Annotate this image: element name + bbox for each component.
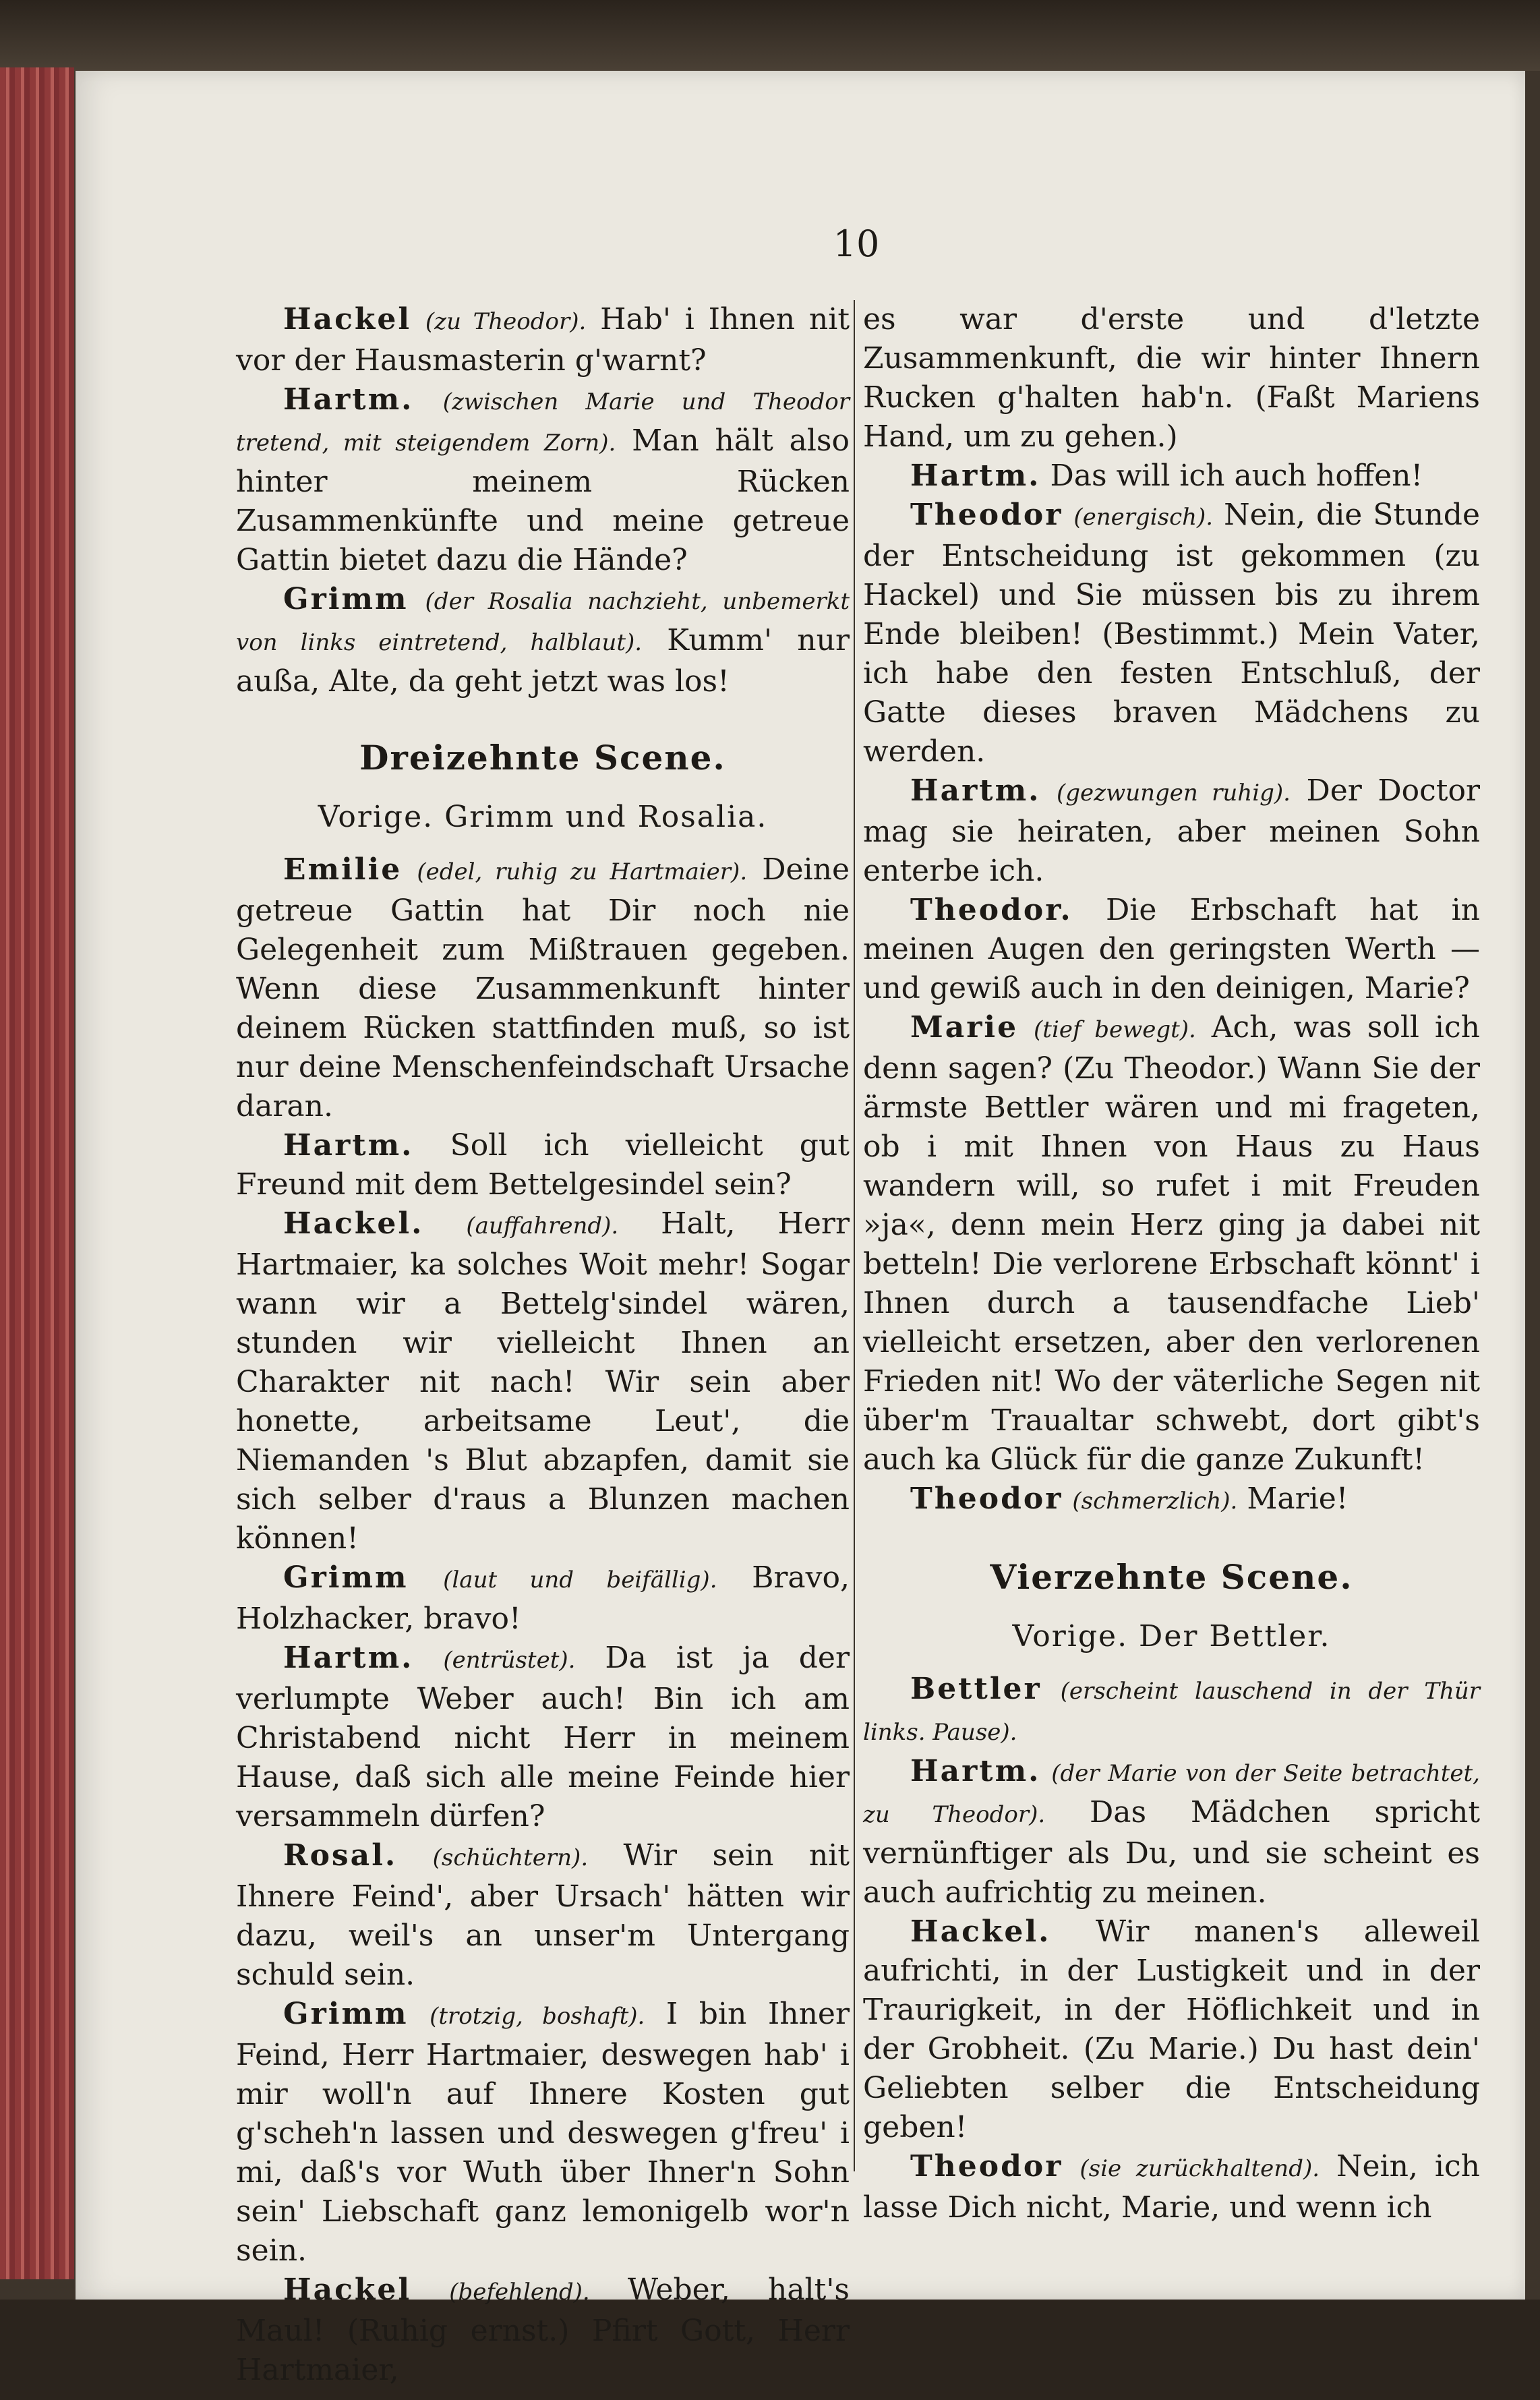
stage-direction: (gezwungen ruhig). [1057,780,1291,807]
speaker-name: Hackel [283,2273,412,2307]
dialogue-paragraph [863,891,1480,1008]
speaker-name: Marie [910,1010,1019,1045]
dialogue-paragraph [236,1836,850,1995]
stage-direction: (der Rosalia nachzieht, unbemerkt von links eintretend, halblaut). [236,588,850,656]
dialogue-paragraph [863,300,1480,457]
dialogue-text: Marie! [1247,1482,1349,1516]
speaker-name: Theodor [910,2149,1063,2184]
dialogue-text: Halt, Herr Hartmaier, ka solches Woit mehr! Sogar wann wir a Bettelg'sindel wären, stunden wir vielleicht Ihnen an Charakter nit nach! Wir sein aber honette, arbeitsame Leut', die Niemanden 's Blut abzapfen, damit sie sich selber d'raus a Blunzen machen können! [236,1206,850,1556]
speaker-name: Grimm [283,1560,409,1595]
dialogue-paragraph [863,2147,1480,2227]
dialogue-text: Nein, die Stunde der Entscheidung ist gekommen (zu Hackel) und Sie müssen bis zu ihrem Ende bleiben! (Bestimmt.) Mein Vater, ich habe den festen Entschluß, der Gatte dieses braven Mädchens zu werden. [863,498,1480,769]
speaker-name: Theodor. [910,893,1073,927]
stage-direction: (der Marie von der Seite betrachtet, zu Theodor). [863,1760,1480,1828]
stage-direction: (schmerzlich). [1072,1488,1238,1515]
right-column [863,300,1480,2227]
dialogue-paragraph [863,1008,1480,1480]
dialogue-paragraph [863,1752,1480,1912]
dialogue-paragraph [863,1912,1480,2147]
dialogue-text: Nein, ich lasse Dich nicht, Marie, und wenn ich [863,2149,1480,2225]
dialogue-text: Man hält also hinter meinem Rücken Zusammenkünfte und meine getreue Gattin bietet dazu die Hände? [236,423,850,577]
speaker-name: Hackel. [283,1206,424,1241]
page-number: 10 [833,223,880,265]
book-top-edge [0,0,1540,71]
dialogue-paragraph [863,771,1480,891]
stage-direction: (auffahrend). [466,1212,619,1239]
speaker-name: Hackel [283,302,412,336]
scene-cast-14: Vorige. Der Bettler. [1012,1619,1331,1653]
dialogue-paragraph [863,1670,1480,1752]
dialogue-paragraph [236,300,850,380]
speaker-name: Rosal. [283,1838,398,1873]
dialogue-text: Hab' i Ihnen nit vor der Hausmasterin g'warnt? [236,302,850,378]
dialogue-text: Der Doctor mag sie heiraten, aber meinen Sohn enterbe ich. [863,773,1481,888]
dialogue-paragraph [236,1558,850,1639]
dialogue-paragraph [236,1639,850,1836]
speaker-name: Hartm. [283,382,414,417]
stage-direction: (zwischen Marie und Theodor tretend, mit steigendem Zorn). [236,388,850,457]
stage-direction: (befehlend). [449,2279,590,2306]
dialogue-paragraph [236,850,850,1126]
scene-cast-13: Vorige. Grimm und Rosalia. [318,800,768,834]
dialogue-text: Kumm' nur außa, Alte, da geht jetzt was los! [236,623,850,699]
dialogue-paragraph [236,1995,850,2271]
stage-direction: (laut und beifällig). [443,1567,717,1593]
column-divider [854,300,855,2171]
dialogue-text: Die Erbschaft hat in meinen Augen den geringsten Werth — und gewiß auch in den deinigen, Marie? [863,893,1480,1005]
speaker-name: Grimm [283,1997,409,2031]
speaker-name: Theodor [910,1482,1063,1516]
stage-direction: (sie zurückhaltend). [1079,2155,1320,2182]
speaker-name: Hartm. [910,1754,1041,1788]
dialogue-paragraph [236,580,850,701]
dialogue-paragraph [236,1204,850,1558]
speaker-name: Bettler [910,1672,1042,1706]
scene-heading-14: Vierzehnte Scene. [990,1557,1353,1597]
dialogue-paragraph [236,380,850,580]
dialogue-paragraph [863,496,1480,771]
dialogue-text: Das will ich auch hoffen! [1050,459,1423,493]
speaker-name: Hartm. [910,459,1041,493]
stage-direction: (energisch). [1073,504,1214,531]
stage-direction: (edel, ruhig zu Hartmaier). [417,858,748,885]
stage-direction: (entrüstet). [443,1647,576,1674]
left-column [236,300,850,2390]
dialogue-paragraph [236,2271,850,2390]
book-page-edges [0,67,74,2279]
speaker-name: Hartm. [283,1128,414,1163]
dialogue-paragraph [236,1126,850,1204]
stage-direction: (erscheint lauschend in der Thür links. Pause). [863,1678,1480,1746]
dialogue-paragraph [863,1480,1480,1521]
dialogue-text: Weber, halt's Maul! (Ruhig ernst.) Pfirt Gott, Herr Hartmaier, [236,2273,850,2387]
dialogue-text: Wir manen's alleweil aufrichti, in der Lustigkeit und in der Traurigkeit, in der Höflichkeit und in der Grobheit. (Zu Marie.) Du hast dein' Geliebten selber die Entscheidung geben! [863,1914,1480,2144]
dialogue-text: I bin Ihner Feind, Herr Hartmaier, deswegen hab' i mir woll'n auf Ihnere Kosten gut g'scheh'n lassen und deswegen g'freu' i mi, daß's vor Wuth über Ihner'n Sohn sein' Liebschaft ganz lemonigelb wor'n sein. [236,1997,850,2268]
stage-direction: (tief bewegt). [1034,1016,1196,1043]
speaker-name: Hartm. [283,1641,414,1675]
dialogue-paragraph [863,457,1480,496]
speaker-name: Hartm. [910,773,1041,808]
speaker-name: Grimm [283,582,409,616]
dialogue-text: Da ist ja der verlumpte Weber auch! Bin ich am Christabend nicht Herr in meinem Hause, daß sich alle meine Feinde hier versammeln dürfen? [236,1641,850,1834]
dialogue-text: Das Mädchen spricht vernünftiger als Du, und sie scheint es auch aufrichtig zu meinen. [863,1795,1481,1910]
dialogue-text: Deine getreue Gattin hat Dir noch nie Gelegenheit zum Mißtrauen gegeben. Wenn diese Zusammenkunft hinter deinem Rücken stattfinden muß, so ist nur deine Menschenfeindschaft Ursache daran. [236,852,850,1123]
dialogue-text: Ach, was soll ich denn sagen? (Zu Theodor.) Wann Sie der ärmste Bettler wären und mi frageten, ob i mit Ihnen von Haus zu Haus wandern will, so rufet i mit Freuden »ja«, denn mein Herz ging ja dabei nit betteln! Die verlorene Erbschaft könnt' i Ihnen durch a tausendfache Lieb' vielleicht ersetzen, aber den verlorenen Frieden nit! Wo der väterliche Segen nit über'm Traualtar schwebt, dort gibt's auch ka Glück für die ganze Zukunft! [863,1010,1480,1477]
stage-direction: (schüchtern). [432,1844,589,1871]
stage-direction: (trotzig, boshaft). [430,2003,645,2030]
stage-direction: (zu Theodor). [425,308,587,335]
scene-heading-13: Dreizehnte Scene. [359,738,726,778]
speaker-name: Emilie [283,852,403,887]
speaker-name: Hackel. [910,1914,1051,1949]
dialogue-text: Soll ich vielleicht gut Freund mit dem Bettelgesindel sein? [236,1128,850,1202]
speaker-name: Theodor [910,498,1063,532]
dialogue-text: Wir sein nit Ihnere Feind', aber Ursach' hätten wir dazu, weil's an unser'm Untergang schuld sein. [236,1838,850,1992]
dialogue-text: Bravo, Holzhacker, bravo! [236,1560,850,1636]
dialogue-text: es war d'erste und d'letzte Zusammenkunft, die wir hinter Ihnern Rucken g'halten hab'n. (Faßt Mariens Hand, um zu gehen.) [863,302,1480,454]
